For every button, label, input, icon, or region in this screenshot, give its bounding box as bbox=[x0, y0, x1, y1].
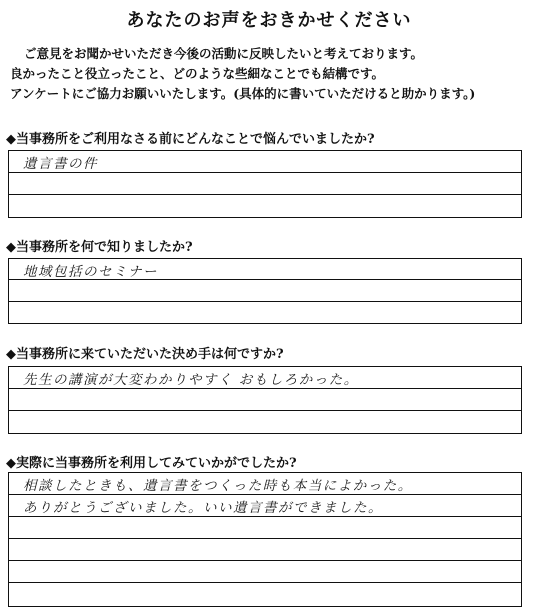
answer-line bbox=[9, 495, 521, 517]
answer-line bbox=[9, 561, 521, 583]
answer-line bbox=[9, 367, 521, 389]
answer-line bbox=[9, 389, 521, 411]
answer-line bbox=[9, 302, 521, 322]
intro-line-1: ご意見をお聞かせいただき今後の活動に反映したいと考えております。 bbox=[24, 46, 424, 61]
answer-line bbox=[9, 583, 521, 605]
answer-line bbox=[9, 259, 521, 280]
answer-line bbox=[9, 539, 521, 561]
question-1-heading: ◆当事務所をご利用なさる前にどんなことで悩んでいましたか? bbox=[6, 132, 375, 147]
question-2-heading: ◆当事務所を何で知りましたか? bbox=[6, 240, 193, 255]
handwritten-answer: 相談したときも、遺言書をつくった時も本当によかった。 bbox=[23, 478, 413, 494]
answer-line bbox=[9, 151, 521, 173]
question-3-heading: ◆当事務所に来ていただいた決め手は何ですか? bbox=[6, 347, 284, 362]
intro-text bbox=[10, 44, 530, 104]
answer-line bbox=[9, 195, 521, 216]
answer-line bbox=[9, 173, 521, 195]
answer-line bbox=[9, 280, 521, 302]
intro-line-2: 良かったこと役立ったこと、どのような些細なことでも結構です。 bbox=[10, 66, 385, 81]
answer-box-2 bbox=[8, 258, 522, 324]
answer-box-3 bbox=[8, 366, 522, 434]
handwritten-answer: 地域包括のセミナー bbox=[23, 264, 158, 280]
handwritten-answer: 遺言書の件 bbox=[23, 156, 98, 172]
answer-box-4 bbox=[8, 472, 522, 607]
page-title: あなたのお声をおきかせください bbox=[126, 10, 412, 31]
handwritten-answer: ありがとうございました。いい遺言書ができました。 bbox=[23, 500, 383, 516]
handwritten-answer: 先生の講演が大変わかりやすく おもしろかった。 bbox=[23, 372, 359, 388]
intro-line-3: アンケートにご協力お願いいたします。(具体的に書いていただけると助かります。) bbox=[10, 86, 476, 101]
answer-line bbox=[9, 517, 521, 539]
answer-box-1 bbox=[8, 150, 522, 218]
question-4-heading: ◆実際に当事務所を利用してみていかがでしたか? bbox=[6, 456, 297, 471]
answer-line bbox=[9, 411, 521, 432]
answer-line bbox=[9, 473, 521, 495]
